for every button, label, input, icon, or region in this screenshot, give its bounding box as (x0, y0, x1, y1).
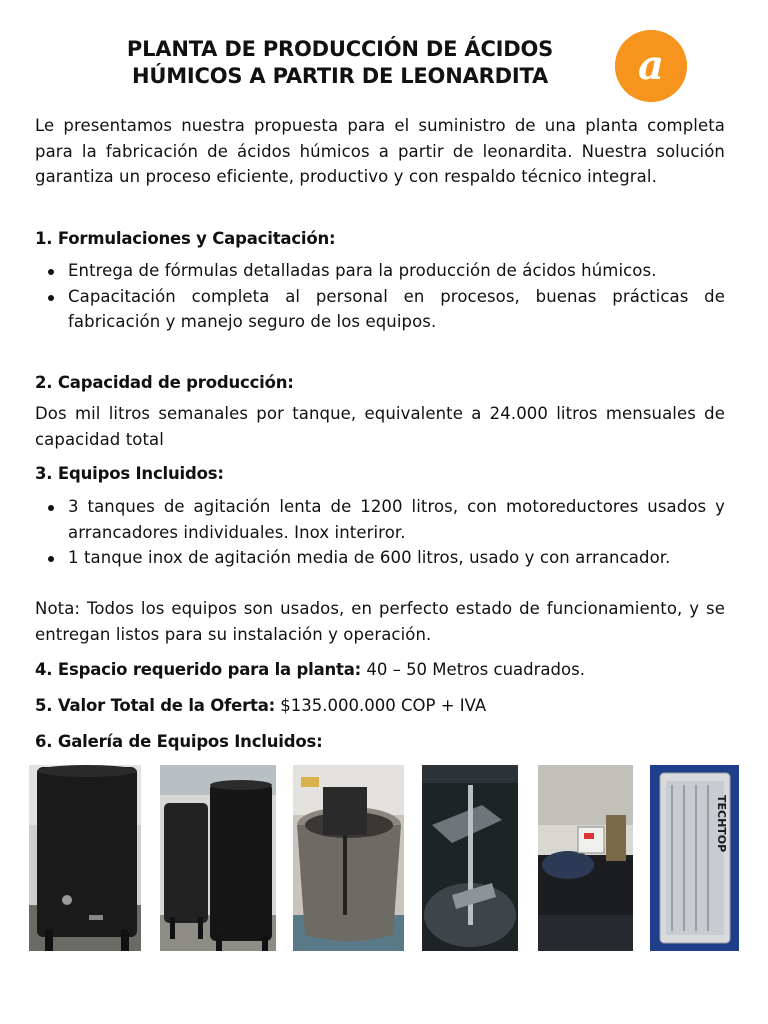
intro-paragraph: Le presentamos nuestra propuesta para el suministro de una planta completa para la fabricación de ácidos húmicos a partir de leonardita. Nuestra solución garantiza un proceso eficiente, productivo y con respaldo técnico integral. (35, 116, 725, 186)
section-5-row (35, 694, 486, 718)
section-1-heading: 1. Formulaciones y Capacitación: (35, 229, 336, 248)
list-item: 1 tanque inox de agitación media de 600 litros, usado y con arrancador. (35, 545, 725, 571)
motor-plate-text: TECHTOP (715, 795, 728, 853)
logo-letter: a (638, 42, 664, 89)
gallery-photo-motor-starter (538, 765, 633, 951)
section-3-note: Nota: Todos los equipos son usados, en perfecto estado de funcionamiento, y se entregan listos para su instalación y operación. (35, 599, 725, 644)
section-4-value: 40 – 50 Metros cuadrados. (366, 660, 585, 679)
list-item: Entrega de fórmulas detalladas para la producción de ácidos húmicos. (35, 258, 725, 284)
list-item: 3 tanques de agitación lenta de 1200 litros, con motoreductores usados y arrancadores individuales. Inox interiror. (35, 494, 725, 545)
gallery-photo-tank-1 (29, 765, 141, 951)
section-1-list (35, 258, 725, 335)
list-item: Capacitación completa al personal en procesos, buenas prácticas de fabricación y manejo seguro de los equipos. (35, 284, 725, 335)
section-3-heading: 3. Equipos Incluidos: (35, 464, 224, 483)
gallery-photo-tank-interior (422, 765, 518, 951)
gallery-photo-inox-tank (293, 765, 404, 951)
logo-mark-icon (615, 30, 687, 102)
section-2-heading: 2. Capacidad de producción: (35, 373, 294, 392)
page-title (95, 36, 585, 90)
section-5-label: 5. Valor Total de la Oferta: (35, 696, 276, 715)
equipment-gallery (29, 765, 739, 952)
section-4-row (35, 658, 585, 682)
brand-logo (615, 30, 687, 102)
title-line-2: HÚMICOS A PARTIR DE LEONARDITA (131, 64, 549, 88)
title-line-1: PLANTA DE PRODUCCIÓN DE ÁCIDOS (126, 37, 554, 61)
gallery-photo-tanks-2 (160, 765, 276, 951)
section-5-value: $135.000.000 COP + IVA (280, 696, 487, 715)
section-4-label: 4. Espacio requerido para la planta: (35, 660, 362, 679)
section-6-heading: 6. Galería de Equipos Incluidos: (35, 732, 323, 751)
section-2-text: Dos mil litros semanales por tanque, equivalente a 24.000 litros mensuales de capacidad total (35, 404, 725, 449)
gallery-photo-motor-nameplate (650, 765, 739, 951)
section-3-list (35, 494, 725, 571)
